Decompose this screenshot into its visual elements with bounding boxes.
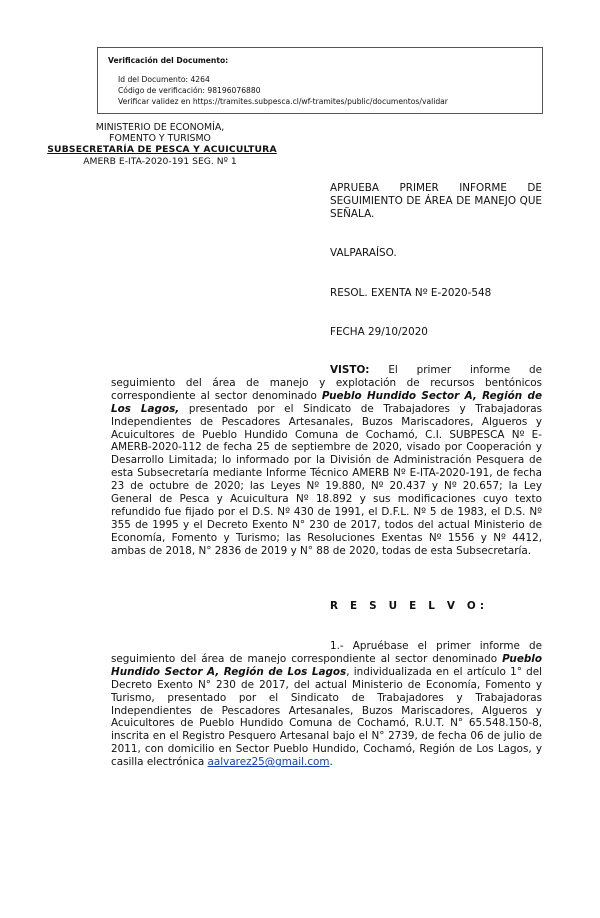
- item-end: .: [329, 756, 333, 769]
- document-date: FECHA 29/10/2020: [330, 326, 428, 338]
- resolution-number: RESOL. EXENTA Nº E-2020-548: [330, 287, 492, 299]
- visto-text-cont: presentado por el Sindicato de Trabajadores y Trabajadoras Independientes de Pescadores Artesanales, Buzos Mariscadores, Algueros y Acuicultores de Pueblo Hundido Comuna de Cochamó, C.I. SUBPESCA Nº E-AMERB-2020-112 de fecha 25 de septiembre de 2020, visado por Cooperación y Desarrollo Limitada; lo informado por la División de Administración Pesquera de esta Subsecretaría mediante Informe Técnico AMERB Nº E-ITA-2020-191, de fecha 23 de octubre de 2020; las Leyes Nº 19.880, Nº 20.437 y Nº 20.657; la Ley General de Pesca y Acuicultura Nº 18.892 y sus modificaciones cuyo texto refundido fue fijado por el D.S. Nº 430 de 1991, el D.F.L. Nº 5 de 1983, el D.S. Nº 355 de 1995 y el Decreto Exento N° 230 de 2017, todos del actual Ministerio de Economía, Fomento y Turismo; las Resoluciones Exentas Nº 1556 y Nº 4412, ambas de 2018, N° 2836 de 2019 y N° 88 de 2020, todas de esta Subsecretaría.: [111, 402, 542, 557]
- validation-url[interactable]: • Verificar validez en https://tramites.subpesca.cl/wf-tramites/public/documentos/validar: [118, 96, 508, 107]
- verification-title: Verificación del Documento:: [108, 56, 229, 65]
- resuelvo-heading: R E S U E L V O:: [330, 600, 489, 612]
- visto-sector: Pueblo Hundido Sector A, Región de Los Lagos,: [111, 389, 542, 415]
- visto-text: El primer informe de seguimiento del área de manejo y explotación de recursos bentónicos correspondiente al sector denominado: [111, 364, 542, 402]
- visto-paragraph: [111, 364, 542, 558]
- verification-code: • Código de verificación: 98196076880: [118, 85, 508, 96]
- resuelvo-item-1: [111, 640, 542, 769]
- item-sector: Pueblo Hundido Sector A, Región de Los Lagos: [111, 652, 542, 678]
- ministry-line-1: MINISTERIO DE ECONOMÍA,: [95, 122, 225, 133]
- document-place: VALPARAÍSO.: [330, 247, 397, 259]
- item-text-cont: , individualizada en el artículo 1° del Decreto Exento N° 230 de 2017, del actual Ministerio de Economía, Fomento y Turismo, presentado por el Sindicato de Trabajadores y Trabajadoras Independientes de Pescadores Artesanales, Buzos Mariscadores, Algueros y Acuicultores de Pueblo Hundido Comuna de Cochamó, R.U.T. N° 65.548.150-8, inscrita en el Registro Pesquero Artesanal bajo el N° 2739, de fecha 06 de julio de 2011, con domicilio en Sector Pueblo Hundido, Cochamó, Región de Los Lagos, y casilla electrónica: [111, 665, 542, 769]
- verification-box: [97, 47, 543, 114]
- item-number: 1.-: [330, 640, 344, 652]
- ministry-name: [40, 122, 280, 144]
- reference-number: AMERB E-ITA-2020-191 SEG. Nº 1: [83, 156, 237, 167]
- subsecretaria-name: SUBSECRETARÍA DE PESCA Y ACUICULTURA: [47, 144, 277, 155]
- email-link[interactable]: aalvarez25@gmail.com: [207, 756, 330, 769]
- document-subject: APRUEBA PRIMER INFORME DE SEGUIMIENTO DE ÁREA DE MANEJO QUE SEÑALA.: [330, 182, 542, 220]
- ministry-line-2: FOMENTO Y TURISMO: [109, 133, 211, 144]
- item-text: Apruébase el primer informe de seguimiento del área de manejo correspondiente al sector denominado: [111, 640, 542, 665]
- visto-label: VISTO:: [330, 364, 370, 376]
- verification-list: [98, 74, 508, 107]
- document-id: • Id del Documento: 4264: [118, 74, 508, 85]
